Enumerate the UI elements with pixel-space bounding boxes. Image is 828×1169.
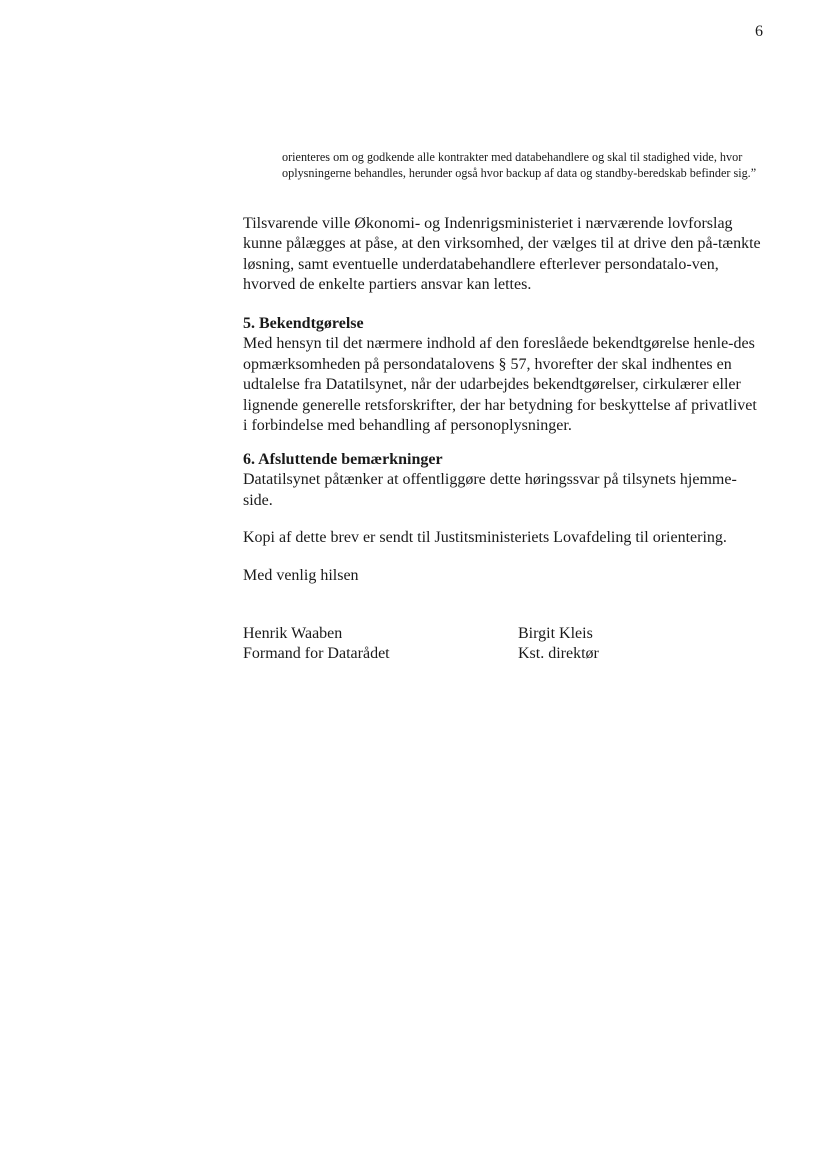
signature-right-name: Birgit Kleis — [518, 625, 593, 642]
signature-right-title: Kst. direktør — [518, 645, 599, 663]
signature-left-name: Henrik Waaben — [243, 625, 343, 642]
section-5-text: Med hensyn til det nærmere indhold af den foreslåede bekendtgørelse henle-des opmærksomheden på persondatalovens § 57, hvorefter der skal indhentes en udtalelse fra Datatilsynet, når der udarbejdes bekendtgørelser, cirkulærer eller lignende generelle retsforskrifter, der har betydning for beskyttelse af privatlivet i forbindelse med behandling af personoplysninger. — [243, 335, 757, 435]
quoted-text: orienteres om og godkende alle kontrakter med databehandlere og skal til stadighed vide, hvor oplysningerne behandles, herunder også hvor backup af data og standby-beredskab befinder sig.” — [282, 150, 757, 180]
paragraph-1: Tilsvarende ville Økonomi- og Indenrigsministeriet i nærværende lovforslag kunne pålægges at påse, at den virksomhed, der vælges til at drive den på-tænkte løsning, samt eventuelle underdatabehandlere efterlever persondatalo-ven, hvorved de enkelte partiers ansvar kan lettes. — [243, 215, 761, 294]
signature-left-title: Formand for Datarådet — [243, 645, 390, 663]
signature-right — [518, 624, 599, 665]
copy-notice: Kopi af dette brev er sendt til Justitsministeriets Lovafdeling til orientering. — [243, 529, 727, 546]
section-6-heading: 6. Afsluttende bemærkninger — [243, 451, 443, 468]
section-6 — [243, 450, 763, 511]
section-6-text: Datatilsynet påtænker at offentliggøre dette høringssvar på tilsynets hjemme-side. — [243, 471, 737, 509]
greeting: Med venlig hilsen — [243, 567, 359, 584]
signature-left — [243, 624, 390, 665]
section-5 — [243, 314, 763, 436]
page-number: 6 — [755, 23, 763, 40]
section-5-heading: 5. Bekendtgørelse — [243, 315, 364, 332]
